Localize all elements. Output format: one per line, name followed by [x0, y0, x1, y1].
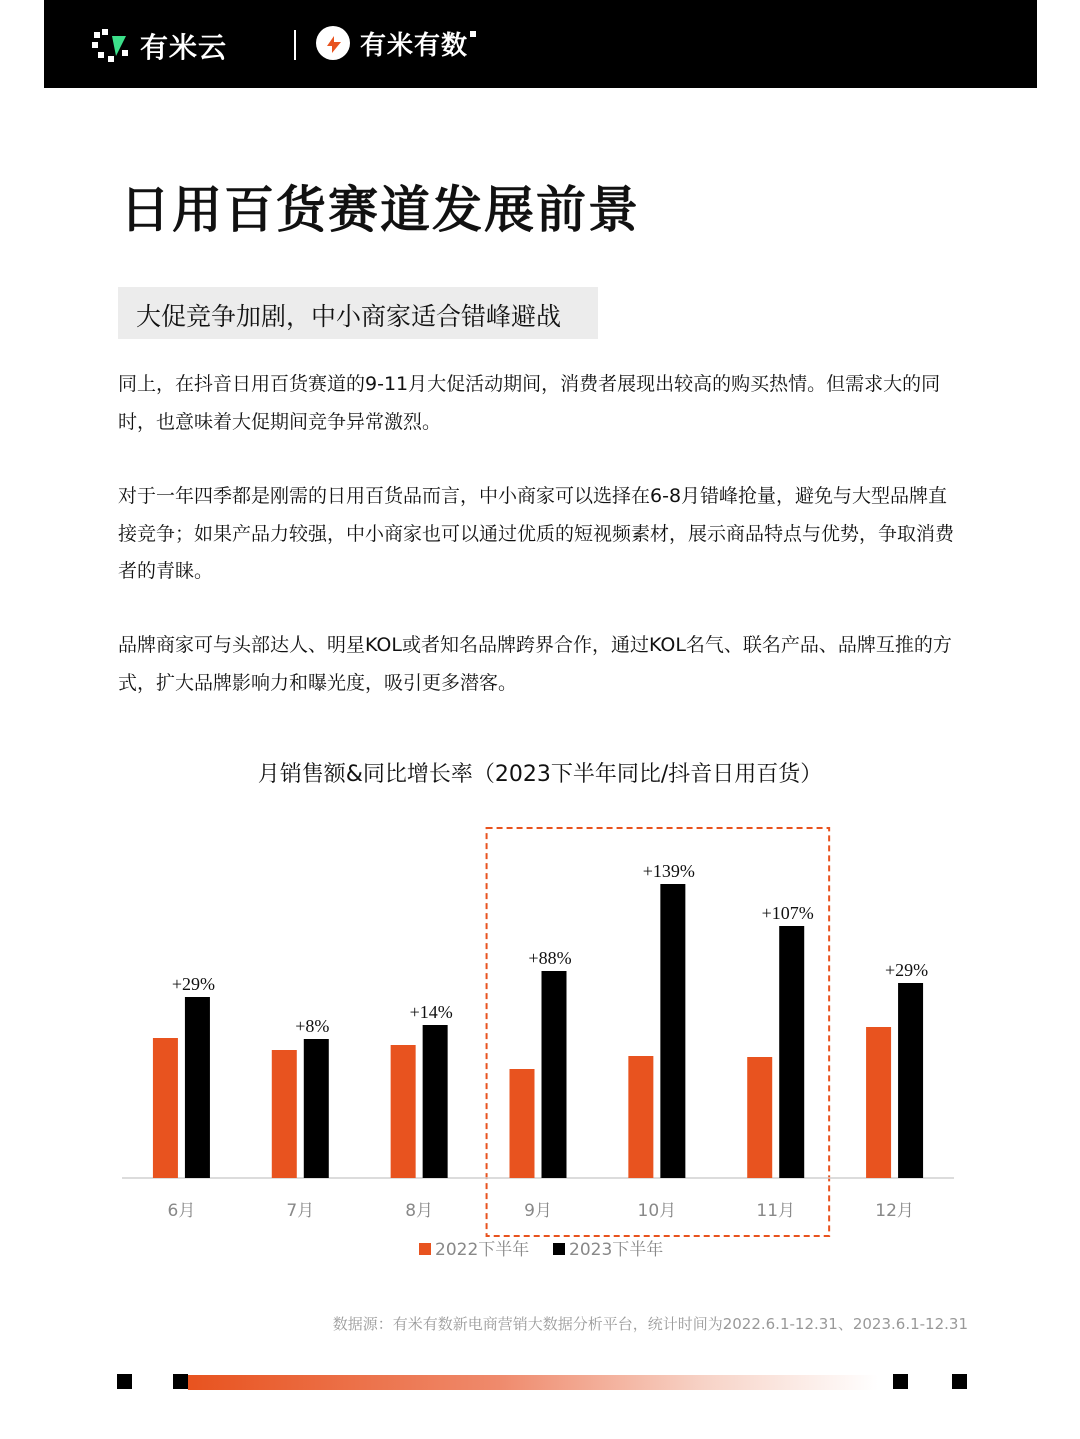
- legend-swatch-2022: [419, 1243, 431, 1255]
- brand-separator: [294, 30, 296, 60]
- bar-2023-4: [542, 971, 567, 1178]
- x-tick-label-5: 10月: [637, 1201, 677, 1221]
- youmi-cloud-logo: [92, 26, 227, 66]
- header-bar: [44, 0, 1037, 88]
- bar-2022-5: [628, 1056, 653, 1178]
- bar-2022-1: [153, 1038, 178, 1178]
- bar-2022-3: [391, 1045, 416, 1178]
- growth-label-5: +139%: [642, 861, 695, 881]
- bar-2023-5: [660, 884, 685, 1178]
- bar-2022-7: [866, 1027, 891, 1178]
- section-subtitle: 大促竞争加剧，中小商家适合错峰避战: [136, 302, 562, 331]
- youmi-cloud-brand-name: 有米云: [140, 31, 228, 64]
- legend-label-2022: 2022下半年: [435, 1240, 530, 1260]
- paragraph-1: 同上，在抖音日用百货赛道的9-11月大促活动期间，消费者展现出较高的购买热情。但需求大的同时，也意味着大促期间竞争异常激烈。: [118, 373, 941, 433]
- growth-label-1: +29%: [171, 974, 216, 994]
- brand-dot: [470, 31, 476, 37]
- paragraph-3: 品牌商家可与头部达人、明星KOL或者知名品牌跨界合作，通过KOL名气、联名产品、品牌互推的方式，扩大品牌影响力和曝光度，吸引更多潜客。: [118, 634, 952, 694]
- bar-2022-4: [510, 1069, 535, 1178]
- youmi-cloud-logo-icon: [92, 28, 132, 64]
- highlight-box: [487, 828, 830, 1236]
- data-source-note: 数据源：有米有数新电商营销大数据分析平台，统计时间为2022.6.1-12.31、2023.6.1-12.31: [332, 1315, 968, 1333]
- x-tick-label-4: 9月: [524, 1201, 552, 1221]
- x-tick-label-3: 8月: [405, 1201, 434, 1221]
- paragraph-2: 对于一年四季都是刚需的日用百货品而言，中小商家可以选择在6-8月错峰抢量，避免与大型品牌直接竞争；如果产品力较强，中小商家也可以通过优质的短视频素材，展示商品特点与优势，争取消费者的青睐。: [118, 485, 955, 582]
- footer-square-1: [117, 1374, 132, 1389]
- footer-gradient-bar: [188, 1375, 878, 1390]
- section-subtitle-box: [118, 287, 598, 339]
- legend-swatch-2023: [553, 1243, 565, 1255]
- footer-square-4: [952, 1374, 967, 1389]
- legend-label-2023: 2023下半年: [569, 1240, 664, 1260]
- growth-label-6: +107%: [761, 903, 814, 923]
- bar-2023-6: [779, 926, 804, 1178]
- growth-label-4: +88%: [528, 948, 572, 968]
- x-tick-label-2: 7月: [286, 1201, 315, 1221]
- x-tick-label-1: 6月: [167, 1201, 196, 1221]
- youmi-data-logo: [314, 24, 476, 62]
- page-title: 日用百货赛道发展前景: [120, 181, 640, 239]
- x-tick-label-6: 11月: [756, 1201, 796, 1221]
- growth-label-2: +8%: [295, 1016, 330, 1036]
- chart-title: 月销售额&同比增长率（2023下半年同比/抖音日用百货）: [257, 762, 823, 787]
- x-tick-label-7: 12月: [875, 1201, 914, 1221]
- bar-2023-2: [304, 1039, 329, 1178]
- youmi-data-brand-name: 有米有数: [360, 30, 469, 61]
- bar-2023-1: [185, 997, 210, 1178]
- footer-square-2: [173, 1374, 188, 1389]
- youmi-data-logo-icon: [314, 24, 352, 62]
- bar-2022-2: [272, 1050, 297, 1178]
- growth-label-7: +29%: [884, 960, 929, 980]
- footer-square-3: [893, 1374, 908, 1389]
- footer-decoration: [0, 1372, 1080, 1392]
- bar-2023-7: [898, 983, 923, 1178]
- bar-2022-6: [747, 1057, 772, 1178]
- bar-2023-3: [423, 1025, 448, 1178]
- sales-bar-chart: [0, 800, 1080, 1280]
- growth-label-3: +14%: [409, 1002, 453, 1022]
